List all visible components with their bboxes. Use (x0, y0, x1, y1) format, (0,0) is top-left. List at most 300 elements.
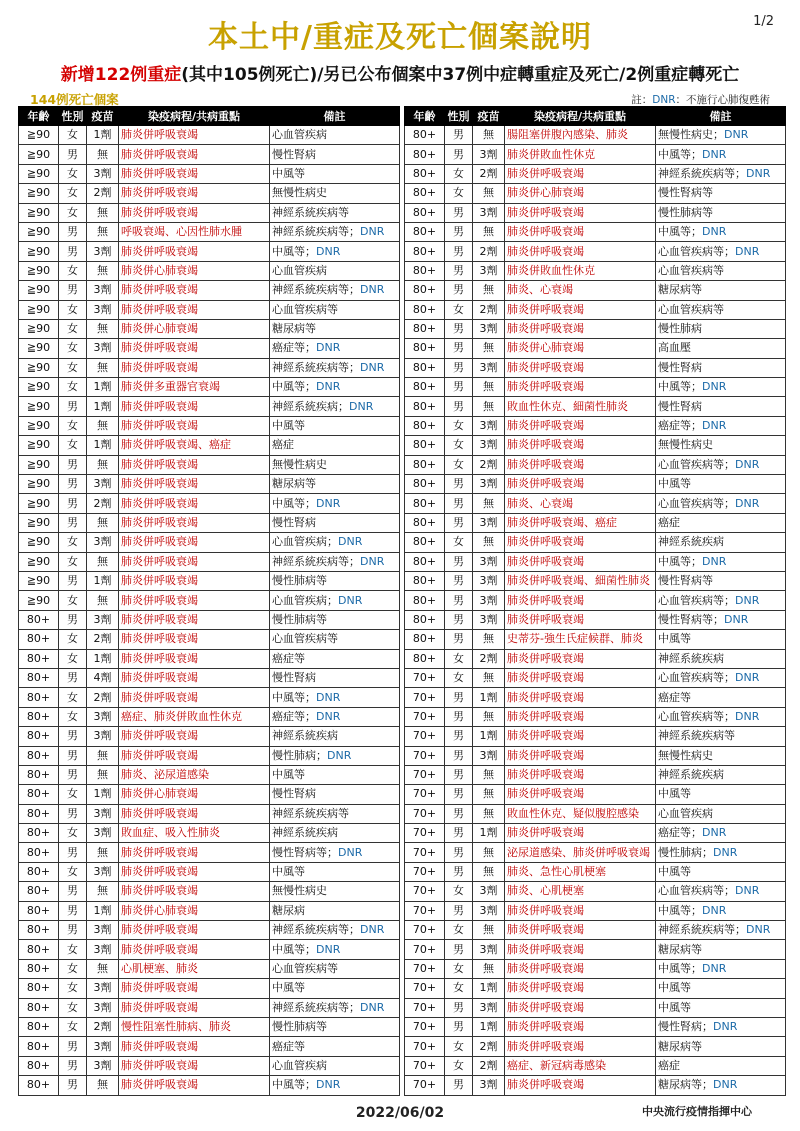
cell-age: ≧90 (19, 436, 59, 455)
cell-sex: 女 (445, 1037, 473, 1056)
table-row (405, 513, 786, 532)
cell-remarks (656, 164, 786, 183)
cell-course: 史蒂芬-強生氏症候群、肺炎 (505, 630, 656, 649)
remark-text: 心血管疾病等； (658, 884, 735, 898)
remark-text: 神經系統疾病等； (658, 923, 746, 937)
cell-remarks (270, 921, 400, 940)
cell-remarks (656, 397, 786, 416)
cell-vaccine: 無 (87, 746, 119, 765)
cell-vaccine: 無 (473, 222, 505, 241)
cell-remarks (270, 300, 400, 319)
cell-course: 肺炎併呼吸衰竭 (119, 1056, 270, 1075)
cell-vaccine: 無 (473, 630, 505, 649)
cell-course: 肺炎併呼吸衰竭 (119, 416, 270, 435)
cell-sex: 男 (445, 145, 473, 164)
remark-text: 神經系統疾病等 (272, 806, 349, 820)
cell-age: ≧90 (19, 319, 59, 338)
cell-course: 肺炎併呼吸衰竭、細菌性肺炎 (505, 571, 656, 590)
cell-vaccine: 無 (473, 959, 505, 978)
cell-age: 70+ (405, 824, 445, 843)
cell-remarks (270, 882, 400, 901)
cell-course: 肺炎併敗血性休克 (505, 261, 656, 280)
table-row (19, 1037, 400, 1056)
cell-remarks (270, 397, 400, 416)
cell-sex: 男 (59, 746, 87, 765)
table-row (405, 940, 786, 959)
cell-remarks (270, 533, 400, 552)
header-course: 染疫病程/共病重點 (119, 107, 270, 126)
dnr-tag: DNR (327, 748, 352, 762)
cell-course: 肺炎併呼吸衰竭 (505, 824, 656, 843)
cell-sex: 女 (59, 1017, 87, 1036)
cell-sex: 男 (445, 203, 473, 222)
cell-vaccine: 無 (87, 513, 119, 532)
remark-text: 心血管疾病； (272, 535, 338, 549)
cell-course: 癌症、新冠病毒感染 (505, 1056, 656, 1075)
cell-course: 肺炎併呼吸衰竭 (119, 164, 270, 183)
cell-remarks (656, 1037, 786, 1056)
cell-age: 70+ (405, 1017, 445, 1036)
remark-text: 神經系統疾病； (272, 399, 349, 413)
cell-vaccine: 2劑 (87, 1017, 119, 1036)
cell-sex: 男 (445, 339, 473, 358)
dnr-tag: DNR (349, 399, 374, 413)
cell-course: 肺炎併呼吸衰竭 (119, 688, 270, 707)
cases-table-right (404, 106, 786, 1096)
cell-remarks (656, 261, 786, 280)
report-date: 2022/06/02 (355, 1105, 445, 1121)
cell-vaccine: 無 (473, 397, 505, 416)
table-row (19, 901, 400, 920)
cell-vaccine: 3劑 (473, 1076, 505, 1095)
table-row (19, 358, 400, 377)
cell-remarks (656, 668, 786, 687)
dnr-tag: DNR (702, 147, 727, 161)
cell-age: 80+ (405, 339, 445, 358)
cell-sex: 男 (445, 940, 473, 959)
cell-course: 肺炎併多重器官衰竭 (119, 378, 270, 397)
remark-text: 慢性肺病等 (272, 1020, 327, 1034)
remark-text: 中風等； (658, 961, 702, 975)
cell-vaccine: 2劑 (87, 184, 119, 203)
cell-sex: 女 (445, 300, 473, 319)
cell-remarks (656, 242, 786, 261)
cell-course: 肺炎併呼吸衰竭 (505, 901, 656, 920)
cell-remarks (656, 649, 786, 668)
cell-age: 70+ (405, 921, 445, 940)
dnr-tag: DNR (360, 283, 385, 297)
cell-vaccine: 3劑 (473, 145, 505, 164)
table-row (19, 979, 400, 998)
cell-sex: 女 (445, 959, 473, 978)
cell-remarks (656, 610, 786, 629)
cell-course: 肺炎併呼吸衰竭 (505, 222, 656, 241)
cell-vaccine: 3劑 (473, 552, 505, 571)
cell-vaccine: 無 (473, 494, 505, 513)
cell-course: 肺炎、心肌梗塞 (505, 882, 656, 901)
cell-vaccine: 無 (87, 591, 119, 610)
cell-sex: 男 (445, 785, 473, 804)
dnr-tag: DNR (316, 496, 341, 510)
cell-remarks (656, 126, 786, 145)
cell-vaccine: 無 (87, 358, 119, 377)
table-row (405, 1037, 786, 1056)
cell-sex: 女 (59, 164, 87, 183)
dnr-tag: DNR (724, 612, 749, 626)
dnr-note-prefix: 註： (631, 94, 653, 106)
cell-age: 80+ (19, 940, 59, 959)
remark-text: 慢性肺病等 (272, 574, 327, 588)
cell-remarks (656, 765, 786, 784)
cell-vaccine: 3劑 (87, 475, 119, 494)
cell-course: 肺炎併呼吸衰竭 (119, 184, 270, 203)
cell-course: 肺炎併呼吸衰竭 (119, 475, 270, 494)
table-row (19, 862, 400, 881)
cell-age: 80+ (405, 397, 445, 416)
cell-sex: 女 (445, 533, 473, 552)
cell-vaccine: 3劑 (87, 533, 119, 552)
cell-sex: 女 (59, 785, 87, 804)
table-row (405, 571, 786, 590)
remark-text: 神經系統疾病等； (272, 225, 360, 239)
cell-remarks (656, 145, 786, 164)
remark-text: 慢性肺病 (658, 322, 702, 336)
death-count-label: 144例死亡個案 (30, 92, 119, 107)
cell-age: 80+ (19, 688, 59, 707)
cell-sex: 男 (445, 688, 473, 707)
dnr-tag: DNR (735, 457, 760, 471)
cell-course: 肺炎併呼吸衰竭 (505, 785, 656, 804)
cell-sex: 女 (445, 184, 473, 203)
cell-course: 肺炎併心肺衰竭 (505, 339, 656, 358)
dnr-tag: DNR (713, 845, 738, 859)
remark-text: 慢性腎病等 (658, 574, 713, 588)
remark-text: 神經系統疾病等 (272, 205, 349, 219)
cell-age: 80+ (405, 319, 445, 338)
cell-age: 80+ (405, 184, 445, 203)
cases-table-left (18, 106, 400, 1096)
cell-vaccine: 3劑 (87, 1037, 119, 1056)
cell-remarks (270, 610, 400, 629)
cell-course: 肺炎、心衰竭 (505, 281, 656, 300)
cell-age: 70+ (405, 668, 445, 687)
cell-age: 80+ (405, 242, 445, 261)
cell-age: ≧90 (19, 494, 59, 513)
dnr-tag: DNR (702, 419, 727, 433)
cell-age: 70+ (405, 688, 445, 707)
cell-course: 肺炎併呼吸衰竭 (119, 339, 270, 358)
cell-sex: 女 (59, 862, 87, 881)
cell-course: 肺炎併心肺衰竭 (119, 785, 270, 804)
cell-course: 肺炎、急性心肌梗塞 (505, 862, 656, 881)
cell-vaccine: 無 (473, 281, 505, 300)
cell-age: 70+ (405, 785, 445, 804)
cell-age: ≧90 (19, 552, 59, 571)
table-row (19, 998, 400, 1017)
cell-remarks (270, 649, 400, 668)
cell-age: ≧90 (19, 203, 59, 222)
cell-sex: 男 (59, 668, 87, 687)
cell-vaccine: 3劑 (87, 610, 119, 629)
cell-sex: 男 (59, 1076, 87, 1095)
cell-sex: 男 (445, 804, 473, 823)
cell-course: 肺炎併心肺衰竭 (119, 901, 270, 920)
cell-remarks (656, 707, 786, 726)
remark-text: 慢性腎病 (658, 360, 702, 374)
remark-text: 癌症等 (272, 651, 305, 665)
cell-sex: 男 (445, 494, 473, 513)
table-row (405, 785, 786, 804)
cell-age: 80+ (19, 959, 59, 978)
cell-vaccine: 3劑 (473, 203, 505, 222)
page-subtitle (0, 60, 800, 85)
dnr-tag: DNR (360, 1000, 385, 1014)
cell-course: 肺炎併呼吸衰竭 (119, 940, 270, 959)
remark-text: 心血管疾病等； (658, 496, 735, 510)
cell-vaccine: 2劑 (473, 649, 505, 668)
cell-remarks (270, 242, 400, 261)
remark-text: 慢性腎病等； (658, 612, 724, 626)
remark-text: 神經系統疾病等； (272, 554, 360, 568)
cell-sex: 男 (445, 242, 473, 261)
cell-course: 肺炎併呼吸衰竭 (119, 882, 270, 901)
cell-age: 80+ (405, 126, 445, 145)
table-row (19, 222, 400, 241)
table-row (405, 746, 786, 765)
cases-table-left-body (19, 126, 400, 1096)
cell-sex: 男 (445, 126, 473, 145)
remark-text: 無慢性病史 (658, 748, 713, 762)
cell-vaccine: 無 (87, 843, 119, 862)
cell-course: 肺炎併呼吸衰竭 (119, 358, 270, 377)
cell-age: 80+ (19, 1076, 59, 1095)
cell-age: 80+ (19, 668, 59, 687)
cell-course: 肺炎併呼吸衰竭 (119, 571, 270, 590)
cell-age: 80+ (405, 571, 445, 590)
header-sex: 性別 (59, 107, 87, 126)
table-row (405, 455, 786, 474)
dnr-tag: DNR (735, 709, 760, 723)
cell-sex: 男 (59, 727, 87, 746)
cell-sex: 女 (59, 552, 87, 571)
cell-age: ≧90 (19, 184, 59, 203)
cell-course: 肺炎併呼吸衰竭 (119, 727, 270, 746)
cell-course: 腸阻塞併腹內感染、肺炎 (505, 126, 656, 145)
cell-sex: 女 (59, 649, 87, 668)
remark-text: 中風等； (272, 244, 316, 258)
cell-course: 肺炎併呼吸衰竭 (505, 164, 656, 183)
table-row (19, 164, 400, 183)
cell-course: 肺炎併呼吸衰竭 (505, 1037, 656, 1056)
dnr-tag: DNR (702, 903, 727, 917)
cell-course: 肺炎併呼吸衰竭 (119, 145, 270, 164)
cell-remarks (656, 591, 786, 610)
cell-vaccine: 1劑 (87, 649, 119, 668)
cell-remarks (656, 378, 786, 397)
cell-age: ≧90 (19, 339, 59, 358)
cell-age: 80+ (19, 610, 59, 629)
cell-remarks (270, 998, 400, 1017)
table-row (405, 1017, 786, 1036)
cell-remarks (270, 862, 400, 881)
cell-course: 慢性阻塞性肺病、肺炎 (119, 1017, 270, 1036)
table-row (405, 804, 786, 823)
table-row (405, 339, 786, 358)
remark-text: 無慢性病史 (272, 186, 327, 200)
remark-text: 神經系統疾病等； (272, 923, 360, 937)
cell-age: 80+ (19, 843, 59, 862)
cell-vaccine: 3劑 (473, 475, 505, 494)
table-row (405, 862, 786, 881)
remark-text: 神經系統疾病等； (272, 360, 360, 374)
cell-vaccine: 3劑 (473, 882, 505, 901)
cell-remarks (656, 552, 786, 571)
cell-vaccine: 3劑 (87, 940, 119, 959)
cell-remarks (270, 571, 400, 590)
cell-age: ≧90 (19, 145, 59, 164)
cell-vaccine: 3劑 (87, 707, 119, 726)
dnr-tag: DNR (746, 166, 771, 180)
cell-vaccine: 1劑 (87, 785, 119, 804)
cell-age: 80+ (405, 203, 445, 222)
remark-text: 心血管疾病等； (658, 671, 735, 685)
table-row (405, 475, 786, 494)
cell-age: ≧90 (19, 242, 59, 261)
cell-remarks (270, 804, 400, 823)
cell-sex: 男 (445, 552, 473, 571)
cell-vaccine: 1劑 (87, 126, 119, 145)
table-row (19, 416, 400, 435)
cell-remarks (270, 940, 400, 959)
cell-sex: 男 (59, 475, 87, 494)
cell-remarks (656, 358, 786, 377)
remark-text: 糖尿病等 (658, 1039, 702, 1053)
dnr-tag: DNR (702, 554, 727, 568)
cell-remarks (270, 436, 400, 455)
dnr-tag: DNR (735, 593, 760, 607)
cell-remarks (656, 727, 786, 746)
cell-vaccine: 3劑 (473, 610, 505, 629)
table-row (405, 222, 786, 241)
cell-remarks (270, 843, 400, 862)
cell-course: 肺炎併呼吸衰竭 (119, 979, 270, 998)
cell-vaccine: 無 (473, 126, 505, 145)
table-row (405, 843, 786, 862)
cell-age: ≧90 (19, 378, 59, 397)
cell-sex: 女 (59, 358, 87, 377)
cell-course: 肺炎併呼吸衰竭 (505, 300, 656, 319)
table-row (405, 397, 786, 416)
dnr-tag: DNR (360, 225, 385, 239)
cell-remarks (656, 494, 786, 513)
cell-sex: 男 (59, 901, 87, 920)
dnr-tag: DNR (338, 535, 363, 549)
cell-age: 80+ (405, 475, 445, 494)
cell-age: 70+ (405, 1056, 445, 1075)
cell-age: 80+ (19, 707, 59, 726)
cell-course: 肺炎併呼吸衰竭 (505, 998, 656, 1017)
dnr-tag: DNR (360, 554, 385, 568)
cell-sex: 男 (445, 862, 473, 881)
table-row (405, 591, 786, 610)
cell-course: 肺炎併呼吸衰竭 (505, 1017, 656, 1036)
cell-vaccine: 1劑 (87, 571, 119, 590)
cell-course: 肺炎併呼吸衰竭 (505, 688, 656, 707)
remark-text: 慢性腎病 (272, 787, 316, 801)
cell-course: 肺炎併心肺衰竭 (119, 319, 270, 338)
dnr-note-term: DNR (652, 94, 676, 106)
cell-remarks (656, 882, 786, 901)
cell-vaccine: 無 (473, 921, 505, 940)
cell-vaccine: 無 (473, 843, 505, 862)
table-row (19, 610, 400, 629)
cell-course: 肺炎併呼吸衰竭 (505, 319, 656, 338)
cell-course: 肺炎併呼吸衰竭 (119, 591, 270, 610)
cell-sex: 女 (59, 261, 87, 280)
table-row (19, 804, 400, 823)
cell-course: 肺炎併呼吸衰竭 (119, 998, 270, 1017)
cell-age: 80+ (19, 765, 59, 784)
cell-course: 肺炎併呼吸衰竭 (505, 610, 656, 629)
cell-age: 70+ (405, 959, 445, 978)
remark-text: 慢性腎病等 (658, 186, 713, 200)
cell-remarks (656, 1017, 786, 1036)
cell-vaccine: 2劑 (473, 1037, 505, 1056)
cell-sex: 女 (445, 649, 473, 668)
cell-sex: 男 (59, 494, 87, 513)
table-row (405, 688, 786, 707)
cell-sex: 男 (445, 824, 473, 843)
cell-sex: 男 (445, 1017, 473, 1036)
cell-age: ≧90 (19, 358, 59, 377)
cell-age: 70+ (405, 901, 445, 920)
cell-age: 70+ (405, 1076, 445, 1095)
table-row (405, 979, 786, 998)
cell-vaccine: 2劑 (473, 1056, 505, 1075)
table-row (405, 630, 786, 649)
table-row (405, 416, 786, 435)
cell-age: ≧90 (19, 300, 59, 319)
table-row (405, 319, 786, 338)
remark-text: 神經系統疾病 (658, 535, 724, 549)
cell-course: 肺炎併呼吸衰竭 (119, 668, 270, 687)
table-row (405, 901, 786, 920)
remark-text: 心血管疾病等 (272, 961, 338, 975)
cell-remarks (656, 746, 786, 765)
cell-age: 80+ (19, 1017, 59, 1036)
cell-remarks (656, 475, 786, 494)
cell-age: 70+ (405, 707, 445, 726)
cell-remarks (270, 688, 400, 707)
cell-sex: 男 (59, 610, 87, 629)
cell-vaccine: 3劑 (473, 901, 505, 920)
cell-sex: 男 (59, 921, 87, 940)
table-row (19, 882, 400, 901)
cell-sex: 女 (59, 378, 87, 397)
cell-vaccine: 3劑 (87, 339, 119, 358)
cell-sex: 男 (445, 281, 473, 300)
cell-vaccine: 無 (87, 765, 119, 784)
remark-text: 慢性腎病 (272, 671, 316, 685)
dnr-tag: DNR (735, 496, 760, 510)
cell-vaccine: 無 (473, 378, 505, 397)
cell-course: 肺炎併呼吸衰竭 (119, 1076, 270, 1095)
cell-course: 肺炎併呼吸衰竭 (119, 494, 270, 513)
cell-vaccine: 2劑 (473, 300, 505, 319)
dnr-tag: DNR (702, 826, 727, 840)
dnr-tag: DNR (316, 690, 341, 704)
table-row (19, 242, 400, 261)
